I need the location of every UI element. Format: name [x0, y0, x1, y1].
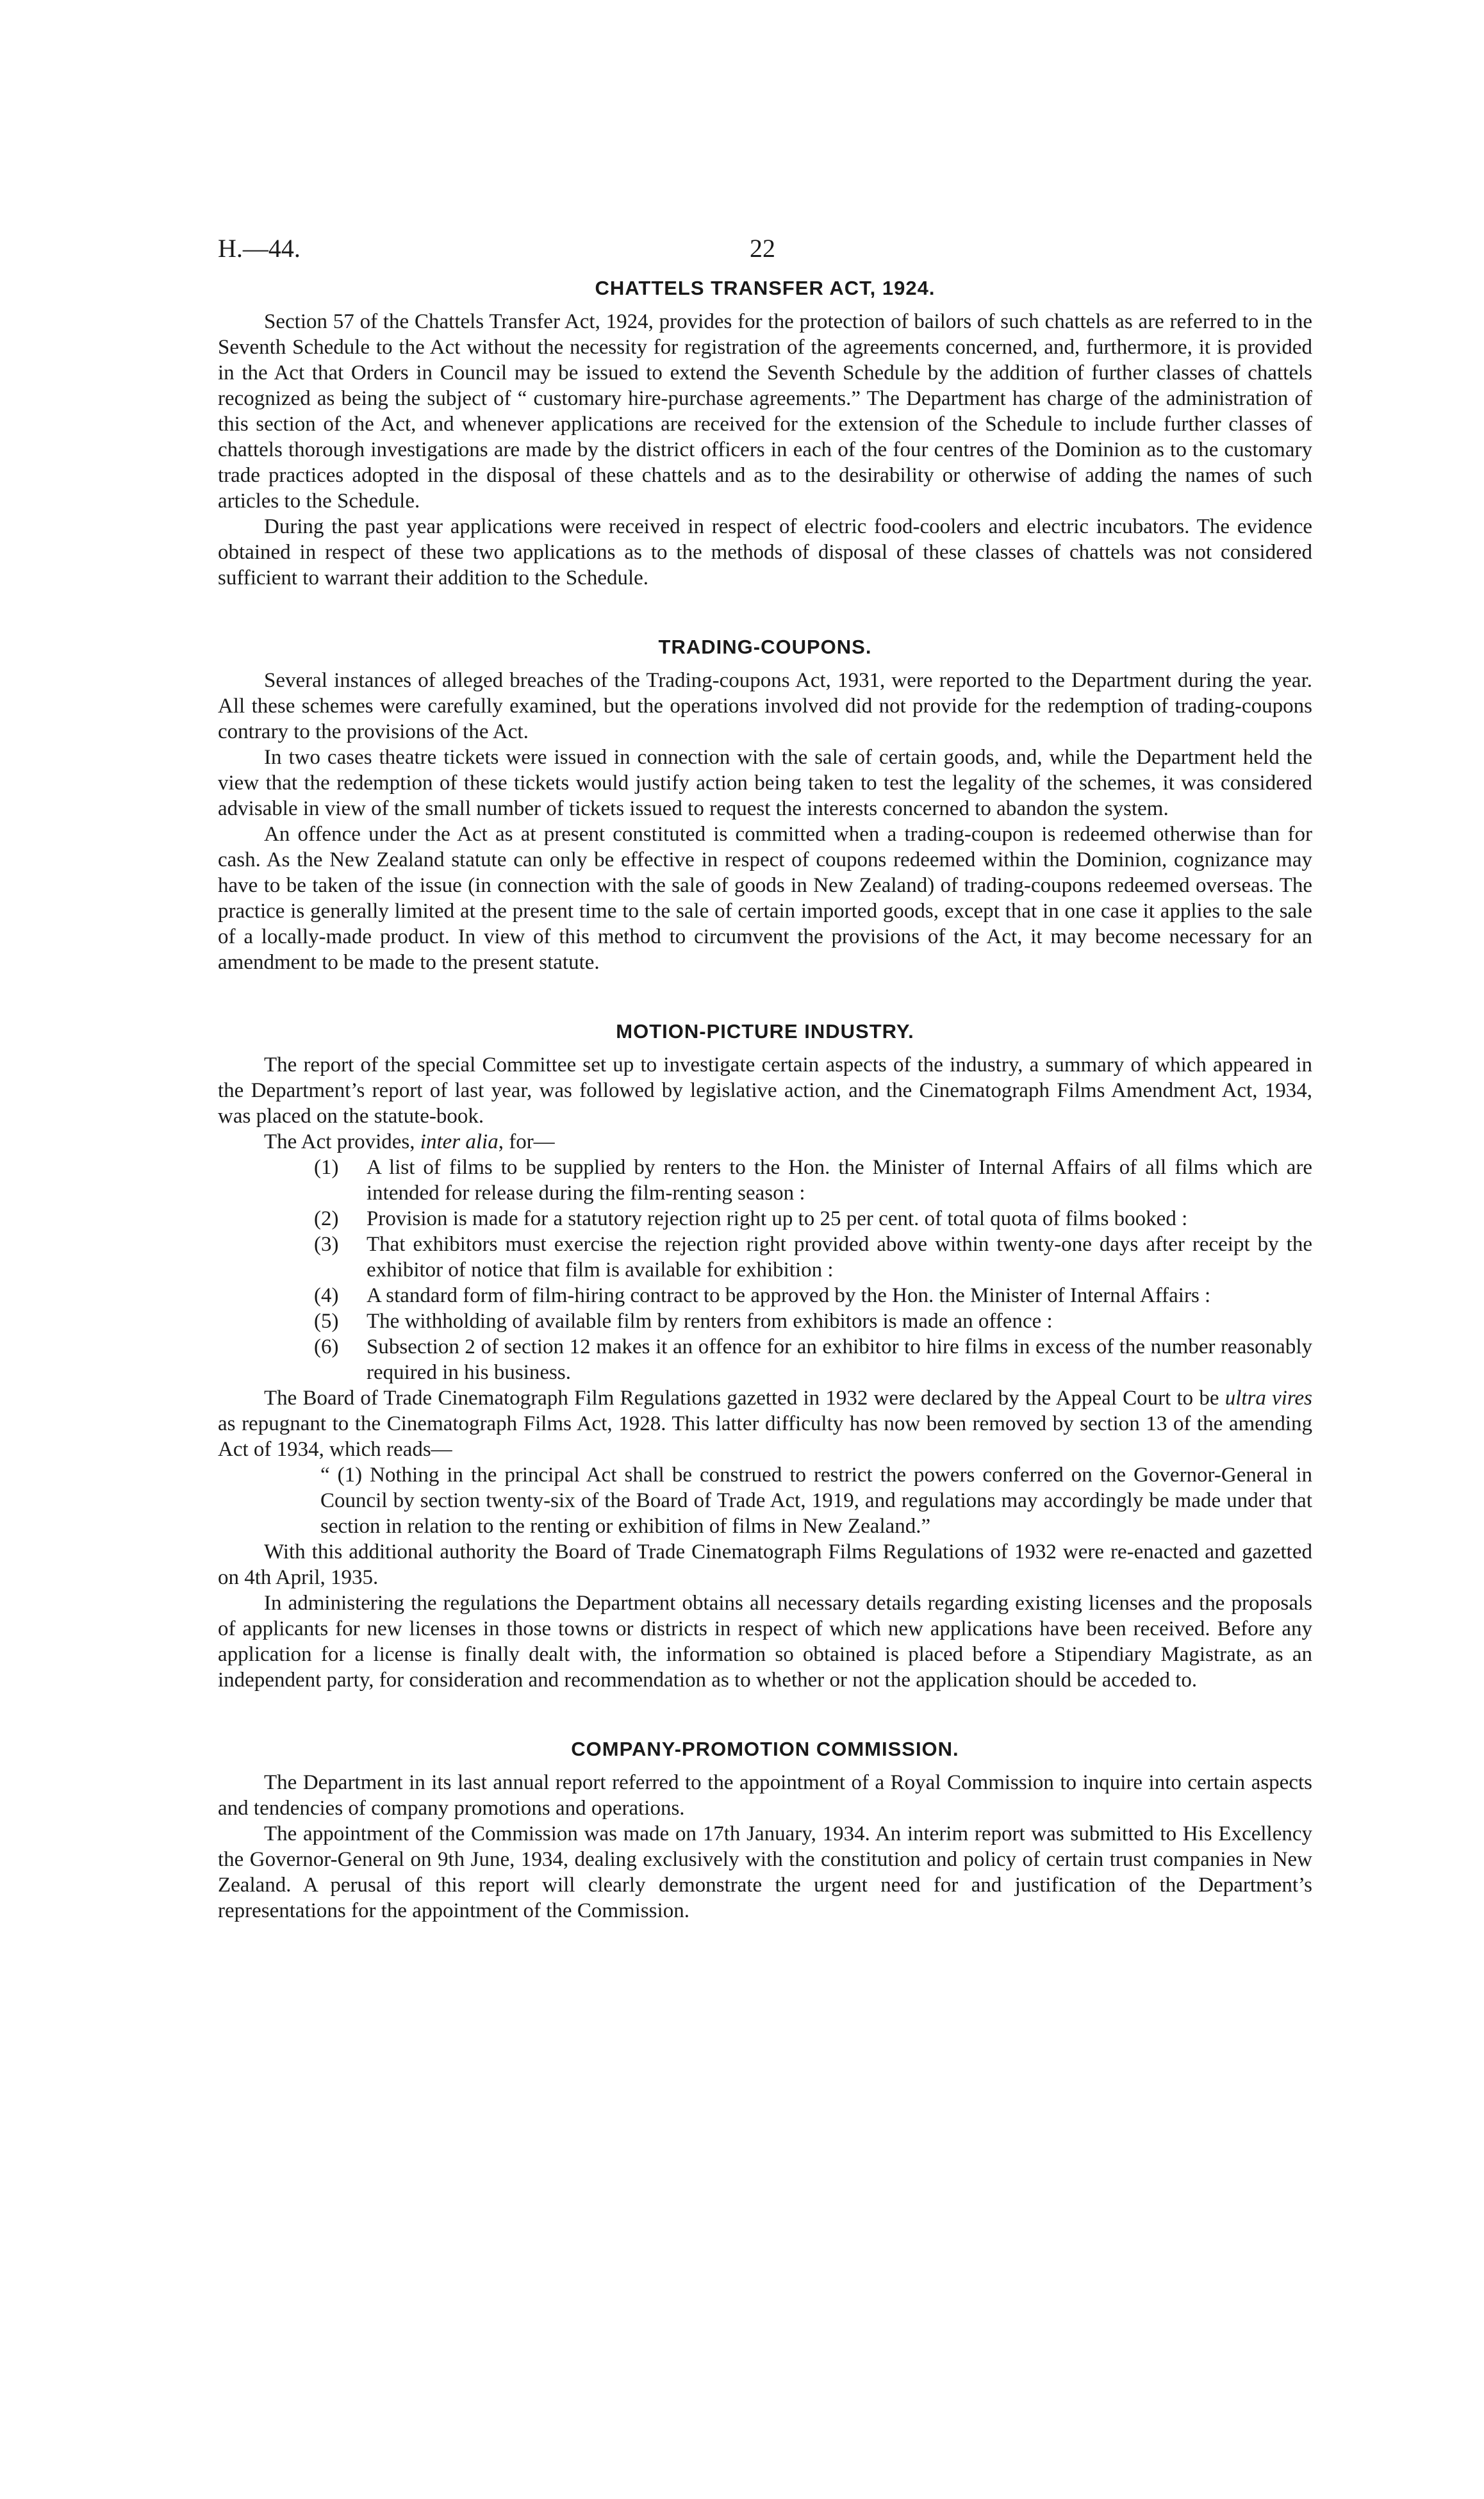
quote-text: “ (1) Nothing in the principal Act shall be construed to restrict the powers conferred on the Governor-General in Council by section twenty-six of the Board of Trade Act, 1919, and regulations may accordingly be made under that section in relation to the renting or exhibition of films in New Zealand.” [320, 1464, 1312, 1538]
list-item-text: Subsection 2 of section 12 makes it an offence for an exhibitor to hire films in excess of the number reasonably required in his business. [367, 1335, 1312, 1384]
list-item-text: A list of films to be supplied by renters to the Hon. the Minister of Internal Affairs of all films which are intended for release during the film-renting season : [367, 1156, 1312, 1205]
paragraph-text: The Board of Trade Cinematograph Film Regulations gazetted in 1932 were declared by the Appeal Court to be [264, 1387, 1225, 1410]
italic-phrase: ultra vires [1224, 1387, 1312, 1410]
paragraph: The report of the special Committee set up to investigate certain aspects of the industry, a summary of which appeared in the Department’s report of last year, was followed by legislative action, and the Cinematograph Films Amendment Act, 1934, was placed on the statute-book. [218, 1053, 1312, 1128]
section-title: TRADING-COUPONS. [658, 636, 872, 658]
paragraph-text: , for— [498, 1130, 555, 1153]
paragraph: Several instances of alleged breaches of the Trading-coupons Act, 1931, were reported to the Department during the year. All these schemes were carefully examined, but the operations involved did not provide for the redemption of trading-coupons contrary to the provisions of the Act. [218, 669, 1312, 743]
list-item-text: The withholding of available film by renters from exhibitors is made an offence : [367, 1310, 1053, 1333]
paragraph: The appointment of the Commission was made on 17th January, 1934. An interim report was submitted to His Excellency the Governor-General on 9th June, 1934, dealing exclusively with the constitution and policy of certain trust companies in New Zealand. A perusal of this report will clearly demonstrate the urgent need for and justification of the Department’s representations for the appointment of the Commission. [218, 1822, 1312, 1922]
section-chattels-transfer [218, 276, 1312, 591]
list-item-number: (4) [314, 1284, 339, 1307]
list-item-text: That exhibitors must exercise the rejection right provided above within twenty-one days after receipt by the exhibitor of notice that film is available for exhibition : [367, 1233, 1312, 1282]
list-item-text: A standard form of film-hiring contract to be approved by the Hon. the Minister of Internal Affairs : [367, 1284, 1211, 1307]
list-item [314, 1334, 1312, 1385]
paragraph: With this additional authority the Board of Trade Cinematograph Films Regulations of 1932 were re-enacted and gazetted on 4th April, 1935. [218, 1540, 1312, 1589]
paragraph: An offence under the Act as at present constituted is committed when a trading-coupon is redeemed otherwise than for cash. As the New Zealand statute can only be effective in respect of coupons redeemed within the Dominion, cognizance may have to be taken of the issue (in connection with the sale of goods in New Zealand) of trading-coupons redeemed overseas. The practice is generally limited at the present time to the sale of certain imported goods, except that in one case it applies to the sale of a locally-made product. In view of this method to circumvent the provisions of the Act, it may become necessary for an amendment to be made to the present statute. [218, 823, 1312, 974]
paragraph [218, 1385, 1312, 1462]
list-item [314, 1155, 1312, 1206]
list-item-number: (6) [314, 1335, 339, 1358]
paragraph: In administering the regulations the Department obtains all necessary details regarding existing licenses and the proposals of applicants for new licenses in those towns or districts in respect of which new applications have been received. Before any application for a license is finally dealt with, the information so obtained is placed before a Stipendiary Magistrate, as an independent party, for consideration and recommendation as to whether or not the application should be acceded to. [218, 1592, 1312, 1692]
paragraph: In two cases theatre tickets were issued in connection with the sale of certain goods, and, while the Department held the view that the redemption of these tickets would justify action being taken to test the legality of the schemes, it was considered advisable in view of the small number of tickets issued to request the interests concerned to abandon the system. [218, 746, 1312, 820]
provisions-list [218, 1155, 1312, 1385]
paragraph: The Department in its last annual report referred to the appointment of a Royal Commission to inquire into certain aspects and tendencies of company promotions and operations. [218, 1771, 1312, 1820]
document-page [218, 236, 1312, 1967]
paragraph [218, 1129, 1312, 1155]
paragraph-text: The Act provides, [264, 1130, 420, 1153]
paragraph-text: as repugnant to the Cinematograph Films Act, 1928. This latter difficulty has now been removed by section 13 of the amending Act of 1934, which reads— [218, 1412, 1312, 1461]
section-motion-picture [218, 1019, 1312, 1693]
section-title: COMPANY-PROMOTION COMMISSION. [571, 1738, 959, 1760]
section-trading-coupons [218, 634, 1312, 975]
list-item-number: (1) [314, 1156, 339, 1179]
quoted-provision [218, 1462, 1312, 1539]
document-reference: H.—44. [218, 234, 301, 263]
list-item [314, 1232, 1312, 1283]
italic-phrase: inter alia [420, 1130, 499, 1153]
list-item-number: (3) [314, 1233, 339, 1256]
list-item [314, 1308, 1312, 1334]
list-item [314, 1206, 1312, 1232]
paragraph: Section 57 of the Chattels Transfer Act, 1924, provides for the protection of bailors of such chattels as are referred to in the Seventh Schedule to the Act without the necessity for registration of the agreements concerned, and, furthermore, it is provided in the Act that Orders in Council may be issued to extend the Seventh Schedule by the addition of further classes of chattels recognized as being the subject of “ customary hire-purchase agreements.” The Department has charge of the administration of this section of the Act, and whenever applications are received for the extension of the Schedule to include further classes of chattels thorough investigations are made by the district officers in each of the four centres of the Dominion as to the customary trade practices adopted in the disposal of these chattels and as to the desirability or otherwise of adding the names of such articles to the Schedule. [218, 310, 1312, 513]
list-item-number: (5) [314, 1310, 339, 1333]
page-header [218, 236, 1312, 276]
section-company-promotion [218, 1736, 1312, 1924]
list-item-text: Provision is made for a statutory rejection right up to 25 per cent. of total quota of films booked : [367, 1207, 1188, 1230]
section-title: CHATTELS TRANSFER ACT, 1924. [595, 277, 936, 299]
list-item-number: (2) [314, 1207, 339, 1230]
section-title: MOTION-PICTURE INDUSTRY. [616, 1020, 914, 1043]
page-number: 22 [750, 234, 775, 263]
list-item [314, 1283, 1312, 1308]
paragraph: During the past year applications were received in respect of electric food-coolers and electric incubators. The evidence obtained in respect of these two applications as to the methods of disposal of these classes of chattels was not considered sufficient to warrant their addition to the Schedule. [218, 515, 1312, 590]
